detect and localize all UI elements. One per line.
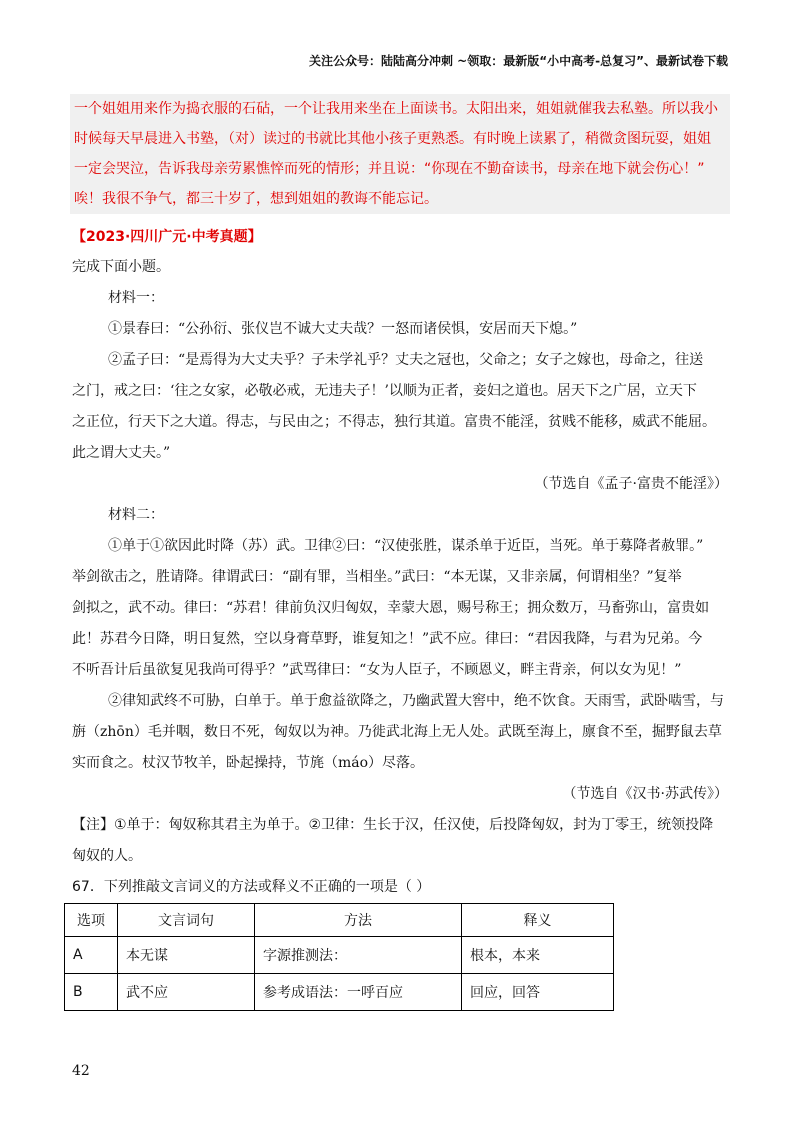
table-cell: B (65, 974, 118, 1011)
table-row (65, 937, 614, 974)
translation-line: 唉！我很不争气，都三十岁了，想到姐姐的教诲不能忘记。 (74, 191, 438, 207)
material1-line: ①景春曰：“公孙衍、张仪岂不诚大丈夫哉？一怒而诸侯惧，安居而天下熄。” (108, 321, 578, 337)
material1-line: 此之谓大丈夫。” (72, 445, 171, 461)
material-section (72, 252, 728, 872)
material2-line: ②律知武终不可胁，白单于。单于愈益欲降之，乃幽武置大窖中，绝不饮食。天雨雪，武卧啮雪，与 (108, 693, 724, 709)
table-cell: A (65, 937, 118, 974)
table-cell: 字源推测法： (255, 937, 462, 974)
table-header: 方法 (255, 904, 462, 937)
material1-line: 之正位，行天下之大道。得志，与民由之；不得志，独行其道。富贵不能淫，贫贱不能移，威武不能屈。 (72, 414, 716, 430)
exam-source-tag: 【2023·四川广元·中考真题】 (72, 229, 262, 245)
table-cell: 参考成语法：一呼百应 (255, 974, 462, 1011)
material2-line: 举剑欲击之，胜请降。律谓武曰：“副有罪，当相坐。”武曰：“本无谋，又非亲属，何谓相坐？”复举 (72, 569, 682, 585)
page-number: 42 (72, 1063, 90, 1079)
table-cell: 回应，回答 (462, 974, 614, 1011)
material1-line: 之门，戒之曰：‘往之女家，必敬必戒，无违夫子！’以顺为正者，妾妇之道也。居天下之广居，立天下 (72, 383, 697, 399)
material2-line: 实而食之。杖汉节牧羊，卧起操持，节旄（máo）尽落。 (72, 755, 425, 771)
material2-line: ①单于①欲因此时降（苏）武。卫律②曰：“汉使张胜，谋杀单于近臣，当死。单于募降者赦罪。” (108, 538, 704, 554)
material2-line: 旃（zhōn）毛并咽，数日不死，匈奴以为神。乃徙武北海上无人处。武既至海上，廪食不至，掘野鼠去草 (72, 724, 722, 740)
material2-line: 剑拟之，武不动。律曰：“苏君！律前负汉归匈奴，幸蒙大恩，赐号称王；拥众数万，马畜弥山，富贵如 (72, 600, 710, 616)
instruction: 完成下面小题。 (72, 259, 170, 275)
translation-line: 一个姐姐用来作为捣衣服的石砧，一个让我用来坐在上面读书。太阳出来，姐姐就催我去私塾。所以我小 (74, 101, 718, 117)
table-header: 释义 (462, 904, 614, 937)
options-table (64, 903, 614, 1011)
translation-line: 一定会哭泣，告诉我母亲劳累憔悴而死的情形；并且说：“你现在不勤奋读书，母亲在地下就会伤心！” (74, 161, 705, 177)
note-line: 匈奴的人。 (72, 848, 142, 864)
table-cell: 根本，本来 (462, 937, 614, 974)
material2-line: 此！苏君今日降，明日复然，空以身膏草野，谁复知之！”武不应。律曰：“君因我降，与君为兄弟。今 (72, 631, 703, 647)
translation-block (70, 94, 730, 214)
material1-line: ②孟子曰：“是焉得为大丈夫乎？子未学礼乎？丈夫之冠也，父命之；女子之嫁也，母命之，往送 (108, 352, 704, 368)
material2-line: 不听吾计后虽欲复见我尚可得乎？”武骂律曰：“女为人臣子，不顾恩义，畔主背亲，何以女为见！” (72, 662, 682, 678)
table-header: 文言词句 (118, 904, 255, 937)
table-header: 选项 (65, 904, 118, 937)
material1-label: 材料一： (108, 290, 164, 306)
table-cell: 本无谋 (118, 937, 255, 974)
table-row (65, 974, 614, 1011)
material2-label: 材料二： (108, 507, 164, 523)
page-header: 关注公众号：陆陆高分冲刺 ~领取：最新版“小中高考-总复习”、最新试卷下载 (309, 54, 728, 68)
translation-line: 时候每天早晨进入书塾，（对）读过的书就比其他小孩子更熟悉。有时晚上读累了，稍微贪图玩耍，姐姐 (74, 131, 711, 147)
table-cell: 武不应 (118, 974, 255, 1011)
material1-source: （节选自《孟子·富贵不能淫》） (534, 476, 728, 492)
table-header-row (65, 904, 614, 937)
note-line: 【注】①单于：匈奴称其君主为单于。②卫律：生长于汉，任汉使，后投降匈奴，封为丁零王，统领投降 (72, 817, 714, 833)
material2-source: （节选自《汉书·苏武传》） (562, 786, 728, 802)
question-67: 67．下列推敲文言词义的方法或释义不正确的一项是（ ） (72, 879, 431, 895)
